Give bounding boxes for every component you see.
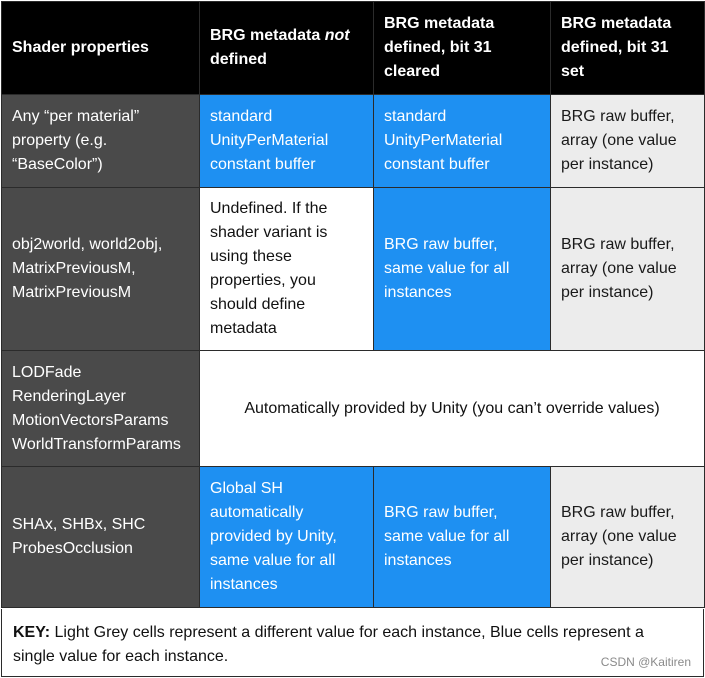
cell-bit31-cleared <box>374 188 551 351</box>
cell-bit31-cleared <box>374 95 551 188</box>
key-label: KEY: <box>13 624 51 641</box>
cell-line: same value for all <box>384 528 510 545</box>
cell-line: MotionVectorsParams <box>12 411 169 429</box>
cell-line: constant buffer <box>210 156 316 173</box>
cell-line: Global SH <box>210 480 283 497</box>
cell-line: per instance) <box>561 156 654 173</box>
table-row <box>2 95 705 188</box>
cell-line: Undefined. If the <box>210 200 328 217</box>
cell-line: standard <box>210 108 273 125</box>
header-line: cleared <box>384 63 441 80</box>
cell-line: per instance) <box>561 552 654 569</box>
header-brg-not-defined <box>200 2 374 95</box>
cell-line: instances <box>384 552 452 569</box>
cell-line: SHAx, SHBx, SHC <box>12 516 146 533</box>
cell-line: RenderingLayer <box>12 387 126 405</box>
cell-line: instances <box>384 284 452 301</box>
header-brg-not-defined-em: not <box>324 27 350 44</box>
cell-line: property (e.g. <box>12 132 108 149</box>
cell-line: instances <box>210 576 278 593</box>
cell-bit31-cleared <box>374 467 551 608</box>
header-brg-bit31-cleared <box>374 2 551 95</box>
header-line: BRG metadata <box>561 15 672 32</box>
cell-not-defined <box>200 188 374 351</box>
cell-line: using these <box>210 248 292 265</box>
cell-line: WorldTransformParams <box>12 435 181 453</box>
cell-line: BRG raw buffer, <box>561 108 675 125</box>
cell-line: MatrixPreviousM, <box>12 260 136 277</box>
cell-line: array (one value <box>561 132 677 149</box>
cell-line: standard <box>384 108 447 125</box>
key-legend <box>1 609 704 677</box>
header-brg-not-defined-post: defined <box>210 51 267 68</box>
key-text-line2: single value for each instance. <box>13 648 229 665</box>
cell-line: LODFade <box>12 363 82 381</box>
header-brg-bit31-set <box>551 2 705 95</box>
cell-line: properties, you <box>210 272 316 289</box>
key-text-line1: Light Grey cells represent a different value for each instance, Blue cells represent a <box>50 624 644 641</box>
header-line: defined, bit 31 <box>561 39 669 56</box>
cell-bit31-set <box>551 467 705 608</box>
cell-line: obj2world, world2obj, <box>12 236 163 253</box>
table-row <box>2 188 705 351</box>
cell-line: Any “per material” <box>12 108 140 125</box>
cell-line: BRG raw buffer, <box>384 504 498 521</box>
cell-bit31-set <box>551 95 705 188</box>
header-shader-properties: Shader properties <box>2 2 200 95</box>
cell-line: BRG raw buffer, <box>384 236 498 253</box>
cell-line: “BaseColor”) <box>12 156 103 173</box>
cell-bit31-set <box>551 188 705 351</box>
cell-property <box>2 467 200 608</box>
cell-line: MatrixPreviousM <box>12 284 132 301</box>
brg-metadata-table <box>1 1 705 608</box>
header-row <box>2 2 705 95</box>
cell-line: BRG raw buffer, <box>561 504 675 521</box>
table-row <box>2 467 705 608</box>
cell-line: ProbesOcclusion <box>12 540 133 557</box>
cell-property <box>2 351 200 467</box>
cell-line: array (one value <box>561 528 677 545</box>
header-brg-not-defined-pre: BRG metadata <box>210 27 325 44</box>
cell-line: automatically <box>210 504 304 521</box>
cell-auto-provided: Automatically provided by Unity (you can’t override values) <box>200 351 705 467</box>
cell-line: same value for all <box>210 552 336 569</box>
cell-property <box>2 95 200 188</box>
header-line: set <box>561 63 585 80</box>
cell-line: constant buffer <box>384 156 490 173</box>
cell-line: UnityPerMaterial <box>210 132 329 149</box>
table-row <box>2 351 705 467</box>
cell-not-defined <box>200 467 374 608</box>
header-line: defined, bit 31 <box>384 39 492 56</box>
cell-line: shader variant is <box>210 224 328 241</box>
cell-line: should define <box>210 296 306 313</box>
cell-not-defined <box>200 95 374 188</box>
cell-line: array (one value <box>561 260 677 277</box>
cell-line: UnityPerMaterial <box>384 132 503 149</box>
cell-line: BRG raw buffer, <box>561 236 675 253</box>
header-line: BRG metadata <box>384 15 495 32</box>
cell-line: provided by Unity, <box>210 528 337 545</box>
cell-line: metadata <box>210 320 277 337</box>
cell-line: same value for all <box>384 260 510 277</box>
cell-property <box>2 188 200 351</box>
watermark: CSDN @Kaitiren <box>600 655 691 669</box>
cell-line: per instance) <box>561 284 654 301</box>
